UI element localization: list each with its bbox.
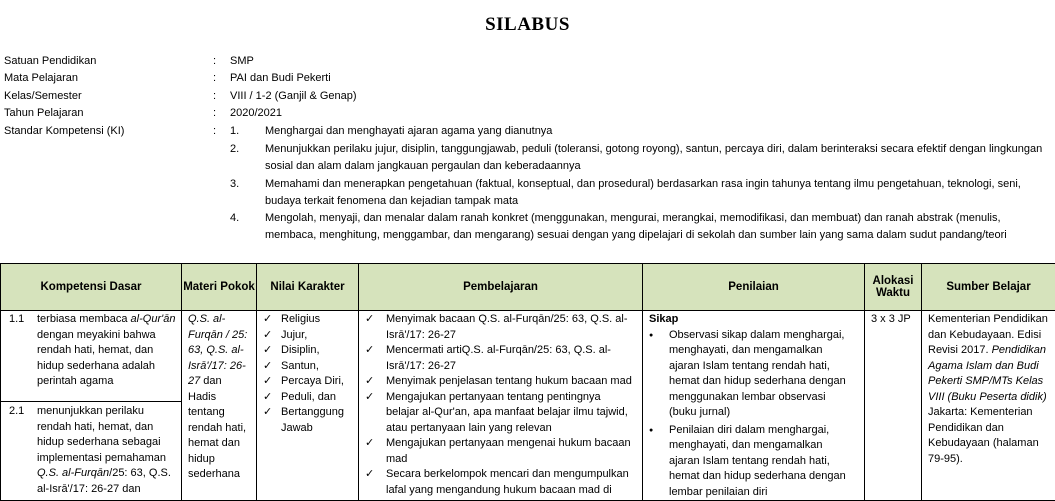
info-value-mapel: PAI dan Budi Pekerti <box>230 72 331 84</box>
penilaian-heading: Sikap <box>649 312 856 328</box>
cell-pembelajaran <box>359 311 643 501</box>
cell-alokasi-waktu: 3 x 3 JP <box>865 311 922 501</box>
kd-text-italic: al-Qur'ān <box>131 313 176 325</box>
nilai-item: ✓ Disiplin, <box>257 343 358 359</box>
syllabus-table <box>0 263 1055 501</box>
pembelajaran-item: ✓ Mencermati artiQ.S. al-Furqān/25: 63, Q.S. al-Isrā'/17: 26-27 <box>359 343 636 374</box>
kd-text-part: menunjukkan perilaku rendah hati, hemat, dan hidup sederhana sebagai implementasi pemahaman <box>37 405 166 464</box>
pembelajaran-item: ✓ Mengajukan pertanyaan tentang pentingnya belajar al-Qur'an, apa manfaat belajar ilmu tajwid, atau pertanyaan lain yang relevan <box>359 390 636 437</box>
kd-text-part: /25: 63, Q.S. al-Isrā'/17: 26-27 dan <box>37 467 171 495</box>
sumber-text: Kementerian Pendidikan dan Kebudayaan. Edisi Revisi 2017. <box>928 313 1048 356</box>
header-nilai-karakter: Nilai Karakter <box>257 264 359 311</box>
header-penilaian: Penilaian <box>643 264 865 311</box>
pembelajaran-item: ✓ Secara berkelompok mencari dan mengumpulkan lafal yang mengandung hukum bacaan mad di <box>359 467 636 498</box>
info-label-kelas: Kelas/Semester <box>4 90 82 102</box>
info-value-kelas: VIII / 1-2 (Ganjil & Genap) <box>230 90 357 102</box>
ki-text: Menghargai dan menghayati ajaran agama yang dianutnya <box>265 123 1045 140</box>
sumber-text: Jakarta: Kementerian Pendidikan dan Kebudayaan (halaman 79-95). <box>928 406 1039 465</box>
nilai-item: ✓ Santun, <box>257 359 358 375</box>
kd-text-part: dengan meyakini bahwa rendah hati, hemat, dan hidup sederhana adalah perintah agama <box>37 329 156 388</box>
ki-text: Mengolah, menyaji, dan menalar dalam ranah konkret (menggunakan, mengurai, merangkai, memodifikasi, dan membuat) dan ranah abstrak (menulis, membaca, menghitung, menggambar, dan mengarang) sesuai dengan yang dipelajari di sekolah dan sumber lain yang sama dalam sudut pandang/teori <box>265 210 1045 244</box>
pembelajaran-list <box>359 312 636 498</box>
table-row <box>1 311 1055 501</box>
ki-number: 3. <box>230 178 239 190</box>
cell-penilaian <box>643 311 865 501</box>
cell-materi-pokok <box>182 311 257 501</box>
pembelajaran-item: ✓ Menyimak bacaan Q.S. al-Furqān/25: 63, Q.S. al-Isrā'/17: 26-27 <box>359 312 636 343</box>
header-sumber-belajar: Sumber Belajar <box>922 264 1055 311</box>
info-colon: : <box>213 55 216 67</box>
info-label-ki: Standar Kompetensi (KI) <box>4 125 124 137</box>
ki-number: 4. <box>230 212 239 224</box>
info-value-tahun: 2020/2021 <box>230 107 282 119</box>
header-materi-pokok: Materi Pokok <box>182 264 257 311</box>
nilai-item: ✓ Peduli, dan <box>257 390 358 406</box>
kd-item <box>1 401 181 499</box>
kd-number: 2.1 <box>1 404 37 499</box>
penilaian-item: ● Penilaian diri dalam menghargai, menghayati, dan mengamalkan ajaran Islam tentang rendah hati, hemat dan hidup sederhana dengan lembar penilaian diri <box>643 423 856 501</box>
materi-text: dan Hadis tentang rendah hati, hemat dan hidup sederhana <box>188 375 246 480</box>
info-label-satuan: Satuan Pendidikan <box>4 55 96 67</box>
kd-item <box>1 311 181 401</box>
penilaian-list <box>643 328 856 501</box>
sumber-italic: Pendidikan Agama Islam dan Budi Pekerti SMP/MTs Kelas VIII (Buku Peserta didik) <box>928 344 1047 403</box>
header-pembelajaran: Pembelajaran <box>359 264 643 311</box>
pembelajaran-item: ✓ Menyimak penjelasan tentang hukum bacaan mad <box>359 374 636 390</box>
info-colon: : <box>213 90 216 102</box>
info-label-mapel: Mata Pelajaran <box>4 72 78 84</box>
info-colon: : <box>213 72 216 84</box>
cell-nilai-karakter <box>257 311 359 501</box>
nilai-item: ✓ Bertanggung Jawab <box>257 405 358 436</box>
cell-sumber-belajar <box>922 311 1055 501</box>
materi-italic: Q.S. al-Furqān / 25: 63, Q.S. al-Isrā'/17: 26-27 <box>188 313 247 387</box>
ki-text: Memahami dan menerapkan pengetahuan (faktual, konseptual, dan prosedural) berdasarkan rasa ingin tahunya tentang ilmu pengetahuan, teknologi, seni, budaya terkait fenomena dan kejadian tampak mata <box>265 176 1045 210</box>
nilai-item: ✓ Jujur, <box>257 328 358 344</box>
ki-number: 1. <box>230 125 239 137</box>
info-colon: : <box>213 107 216 119</box>
penilaian-item: ● Observasi sikap dalam menghargai, menghayati, dan mengamalkan ajaran Islam tentang rendah hati, hemat dan hidup sederhana dengan menggunakan lembar observasi (buku jurnal) <box>643 328 856 421</box>
kd-text-italic: Q.S. al-Furqān <box>37 467 109 479</box>
kd-text <box>37 312 181 401</box>
kd-number: 1.1 <box>1 312 37 401</box>
nilai-list <box>257 312 358 436</box>
info-label-tahun: Tahun Pelajaran <box>4 107 84 119</box>
kd-text <box>37 404 181 499</box>
table-header-row <box>1 264 1055 311</box>
pembelajaran-item: ✓ Mengajukan pertanyaan mengenai hukum bacaan mad <box>359 436 636 467</box>
document-title: SILABUS <box>0 14 1055 36</box>
info-value-satuan: SMP <box>230 55 254 67</box>
info-colon: : <box>213 125 216 137</box>
ki-text: Menunjukkan perilaku jujur, disiplin, tanggungjawab, peduli (toleransi, gotong royong), santun, percaya diri, dalam berinteraksi secara efektif dengan lingkungan sosial dan alam dalam jangkauan pergaulan dan keberadaannya <box>265 141 1045 175</box>
cell-kompetensi-dasar <box>1 311 182 501</box>
nilai-item: ✓ Percaya Diri, <box>257 374 358 390</box>
nilai-item: ✓ Religius <box>257 312 358 328</box>
kd-text-part: terbiasa membaca <box>37 313 131 325</box>
header-kompetensi-dasar: Kompetensi Dasar <box>1 264 182 311</box>
ki-number: 2. <box>230 143 239 155</box>
header-alokasi-waktu: Alokasi Waktu <box>865 264 922 311</box>
